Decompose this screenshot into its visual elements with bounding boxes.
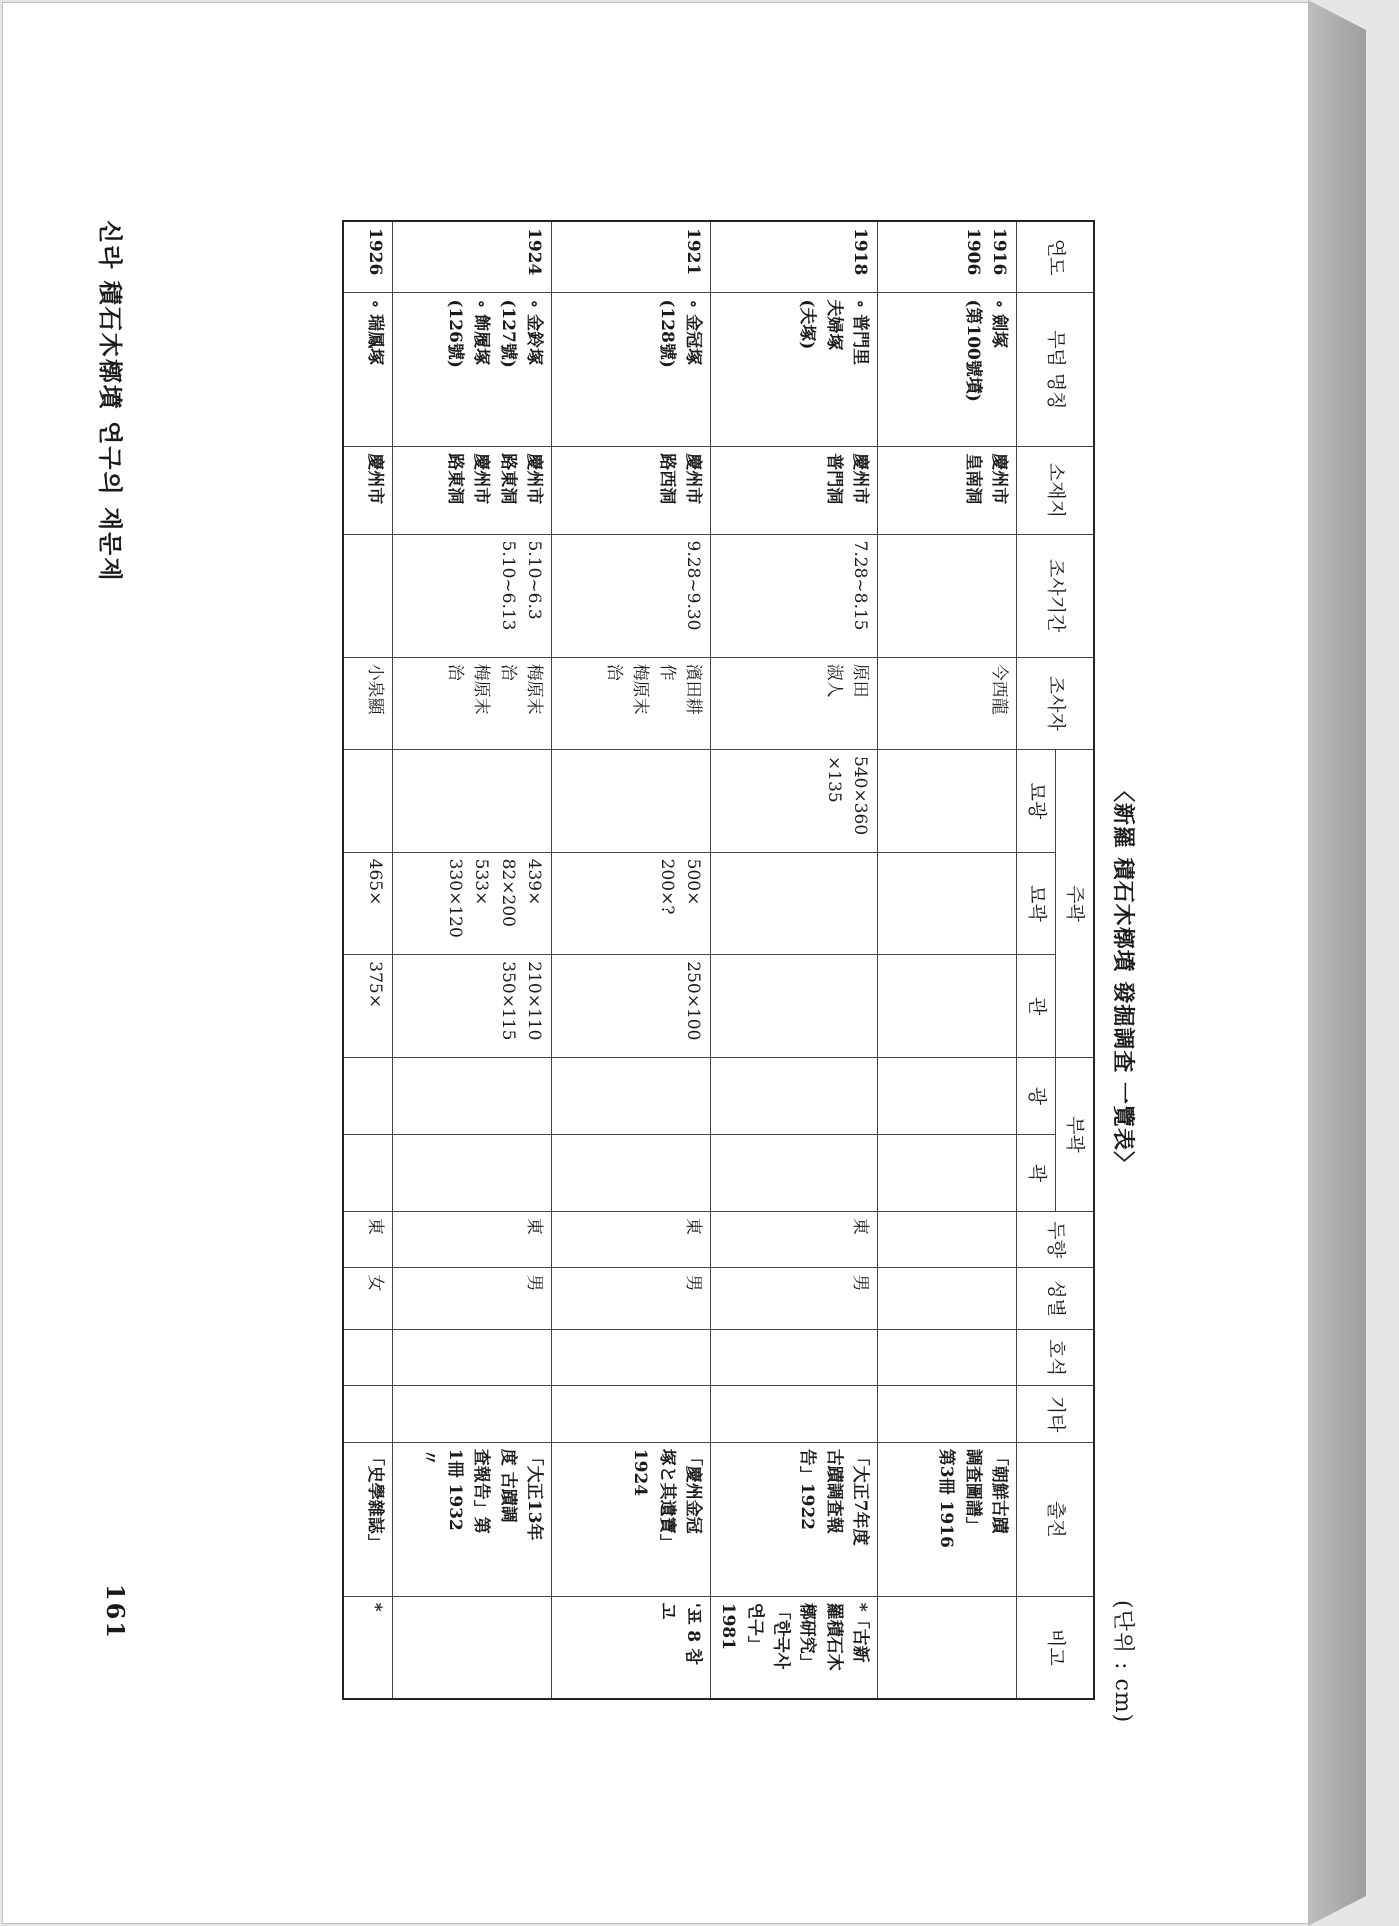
cell-tomb-name: [878, 293, 1017, 447]
excavation-table: [342, 220, 1095, 1700]
cell-orientation-line: 東: [683, 1217, 704, 1235]
cell-source: [552, 1442, 711, 1596]
cell-source: [393, 1442, 552, 1596]
cell-mogwak: [552, 852, 711, 955]
header-location: 소재지: [1017, 447, 1094, 534]
cell-escort: [343, 1329, 393, 1385]
cell-source: [343, 1442, 393, 1596]
cell-orientation: [343, 1211, 393, 1267]
header-gwan: 관: [1017, 955, 1055, 1058]
cell-mogwak-line: 330×120: [445, 858, 466, 938]
cell-source-line: 〃: [418, 1448, 439, 1466]
cell-remarks-line: 연구」: [744, 1602, 765, 1653]
cell-source-line: 査報告」第: [471, 1448, 492, 1534]
cell-location-line: 慶州市: [365, 453, 386, 505]
cell-period-line: 5.10~6.13: [497, 540, 518, 631]
cell-mogwak-line: 500×: [683, 858, 704, 906]
cell-mogwang: [393, 750, 552, 853]
cell-gwan: [878, 955, 1017, 1058]
cell-remarks: [552, 1596, 711, 1699]
cell-mogwang: [711, 750, 878, 853]
cell-tomb-name-line: (127號): [497, 299, 518, 368]
cell-mogwak: [711, 852, 878, 955]
cell-other: [878, 1386, 1017, 1442]
cell-period: [552, 534, 711, 657]
cell-remarks-line: 고: [656, 1602, 677, 1620]
cell-location-line: 普門洞: [823, 453, 844, 505]
cell-tomb-name-line: (128號): [656, 299, 677, 368]
cell-investigator-line: 治: [497, 663, 518, 681]
cell-tomb-name: [343, 293, 393, 447]
cell-mogwak-line: 200×?: [656, 858, 677, 915]
cell-bu-gwak: [552, 1134, 711, 1211]
cell-escort: [878, 1329, 1017, 1385]
cell-investigator-line: 梅原末: [630, 663, 651, 715]
cell-tomb-name-line: ∘ 金冠塚: [683, 299, 704, 366]
cell-tomb-name: [711, 293, 878, 447]
cell-investigator: [393, 657, 552, 749]
cell-mogwak-line: 82×200: [497, 858, 518, 927]
header-main-chamber: 주곽: [1055, 750, 1094, 1058]
table-row: [393, 221, 552, 1699]
cell-tomb-name-line: (第100號墳): [962, 299, 983, 402]
cell-orientation: [878, 1211, 1017, 1267]
header-other: 기타: [1017, 1386, 1094, 1442]
cell-source-line: 古蹟調査報: [823, 1448, 844, 1534]
cell-other: [393, 1386, 552, 1442]
cell-investigator-line: 濱田耕: [683, 663, 704, 715]
cell-mogwang: [343, 750, 393, 853]
cell-year: [711, 221, 878, 293]
cell-investigator-line: 淑人: [823, 663, 844, 698]
cell-mogwak: [343, 852, 393, 955]
cell-bu-gwang: [552, 1057, 711, 1134]
cell-mogwak-line: 465×: [365, 858, 386, 906]
cell-investigator: [711, 657, 878, 749]
cell-source-line: 「大正7年度: [850, 1448, 871, 1546]
cell-year-line: 1916: [989, 228, 1010, 276]
cell-source-line: 「大正13年: [524, 1448, 545, 1541]
table-row: [343, 221, 393, 1699]
cell-location-line: 路東洞: [497, 453, 518, 505]
cell-other: [711, 1386, 878, 1442]
cell-remarks-line: 1981: [718, 1602, 739, 1651]
cell-remarks-line: *「古新: [850, 1602, 871, 1663]
cell-bu-gwang: [711, 1057, 878, 1134]
header-period: 조사기간: [1017, 534, 1094, 657]
cell-gender: [343, 1268, 393, 1330]
cell-investigator-line: 作: [656, 663, 677, 681]
cell-year: [393, 221, 552, 293]
cell-orientation-line: 東: [524, 1217, 545, 1235]
cell-location-line: 慶州市: [683, 453, 704, 505]
cell-year-line: 1906: [962, 228, 983, 276]
cell-mogwak-line: 439×: [524, 858, 545, 906]
cell-gwan-line: 210×110: [524, 961, 545, 1041]
cell-gender: [393, 1268, 552, 1330]
cell-escort: [552, 1329, 711, 1385]
cell-remarks: [393, 1596, 552, 1699]
cell-bu-gwak: [711, 1134, 878, 1211]
cell-other: [343, 1386, 393, 1442]
cell-location-line: 慶州市: [471, 453, 492, 505]
cell-investigator-line: 今西龍: [989, 663, 1010, 715]
cell-source-line: 1924: [630, 1448, 651, 1497]
cell-mogwang-line: 540×360: [850, 756, 871, 836]
cell-bu-gwang: [343, 1057, 393, 1134]
cell-period-line: 9.28~9.30: [683, 540, 704, 631]
cell-remarks-line: 羅積石木: [823, 1602, 844, 1671]
cell-investigator-line: 梅原末: [524, 663, 545, 715]
cell-gwan-line: 375×: [365, 961, 386, 1008]
header-mogwang: 묘광: [1017, 750, 1055, 853]
cell-source-line: 1冊 1932: [445, 1448, 466, 1531]
cell-year-line: 1918: [850, 228, 871, 276]
cell-other: [552, 1386, 711, 1442]
cell-remarks: [711, 1596, 878, 1699]
cell-gender: [711, 1268, 878, 1330]
cell-year: [552, 221, 711, 293]
cell-period: [343, 534, 393, 657]
page-number: 161: [101, 1583, 130, 1640]
cell-investigator: [878, 657, 1017, 749]
header-bu-gwak: 곽: [1017, 1134, 1055, 1211]
cell-year-line: 1926: [365, 228, 386, 276]
cell-orientation: [393, 1211, 552, 1267]
cell-year-line: 1921: [683, 228, 704, 276]
cell-gwan: [393, 955, 552, 1058]
cell-orientation: [711, 1211, 878, 1267]
cell-source-line: 塚と其遺寶」: [656, 1448, 677, 1551]
cell-remarks-line: '표 8 참: [683, 1602, 704, 1665]
cell-tomb-name-line: ∘ 普門里: [850, 299, 871, 366]
header-source: 출전: [1017, 1442, 1094, 1596]
unit-label: (단위 : cm): [1110, 1600, 1135, 1724]
cell-mogwang-line: ×135: [823, 756, 844, 803]
cell-remarks: [878, 1596, 1017, 1699]
cell-tomb-name: [393, 293, 552, 447]
cell-investigator-line: 梅原末: [471, 663, 492, 715]
header-investigator: 조사자: [1017, 657, 1094, 749]
cell-location: [878, 447, 1017, 534]
cell-location: [552, 447, 711, 534]
table-body: [343, 221, 1017, 1699]
header-bu-gwang: 광: [1017, 1057, 1055, 1134]
cell-mogwang: [878, 750, 1017, 853]
cell-gwan-line: 250×100: [683, 961, 704, 1041]
cell-source: [711, 1442, 878, 1596]
cell-investigator-line: 治: [604, 663, 625, 681]
cell-source-line: 「慶州金冠: [683, 1448, 704, 1534]
header-mogwak: 묘곽: [1017, 852, 1055, 955]
cell-location-line: 路西洞: [656, 453, 677, 505]
cell-year: [878, 221, 1017, 293]
cell-orientation-line: 東: [850, 1217, 871, 1235]
cell-period-line: 7.28~8.15: [850, 540, 871, 631]
cell-mogwang: [552, 750, 711, 853]
cell-bu-gwak: [393, 1134, 552, 1211]
cell-bu-gwang: [393, 1057, 552, 1134]
cell-year: [343, 221, 393, 293]
table-row: [878, 221, 1017, 1699]
header-tomb-name: 무덤 명칭: [1017, 293, 1094, 447]
cell-tomb-name-line: (夫塚): [797, 299, 818, 350]
table-row: [711, 221, 878, 1699]
cell-source-line: 調査圖譜」: [962, 1448, 983, 1534]
cell-location-line: 慶州市: [989, 453, 1010, 505]
cell-gender-line: 男: [524, 1274, 545, 1292]
footer-title: 신라 積石木槨墳 연구의 재문제: [96, 220, 125, 583]
cell-gwan: [711, 955, 878, 1058]
cell-tomb-name-line: ∘ 金鈴塚: [524, 299, 545, 366]
cell-source-line: 第3冊 1916: [936, 1448, 957, 1548]
cell-period: [878, 534, 1017, 657]
cell-source-line: 「朝鮮古蹟: [989, 1448, 1010, 1534]
cell-investigator-line: 治: [445, 663, 466, 681]
page-footer: [95, 220, 130, 1700]
cell-tomb-name-line: (126號): [445, 299, 466, 368]
cell-tomb-name-line: 夫婦塚: [823, 299, 844, 351]
cell-remarks-line: *: [365, 1602, 386, 1612]
cell-source-line: 「史學雜誌」: [365, 1448, 386, 1551]
cell-period: [711, 534, 878, 657]
cell-bu-gwak: [343, 1134, 393, 1211]
cell-location: [343, 447, 393, 534]
cell-tomb-name: [552, 293, 711, 447]
cell-tomb-name-line: ∘ 瑞鳳塚: [365, 299, 386, 366]
cell-orientation-line: 東: [365, 1217, 386, 1235]
cell-gwan-line: 350×115: [497, 961, 518, 1041]
cell-period-line: 5.10~6.3: [524, 540, 545, 620]
header-gender: 성별: [1017, 1268, 1094, 1330]
cell-remarks-line: 槨研究」: [797, 1602, 818, 1671]
cell-location: [393, 447, 552, 534]
cell-mogwak: [393, 852, 552, 955]
cell-gwan: [343, 955, 393, 1058]
cell-source: [878, 1442, 1017, 1596]
cell-escort: [393, 1329, 552, 1385]
cell-mogwak: [878, 852, 1017, 955]
cell-remarks: [343, 1596, 393, 1699]
cell-investigator-line: 原田: [850, 663, 871, 698]
table-caption: 〈新羅 積石木槨墳 發掘調査 一覽表〉: [1110, 780, 1136, 1174]
cell-orientation: [552, 1211, 711, 1267]
rotated-page-content: [96, 220, 1140, 1760]
cell-bu-gwang: [878, 1057, 1017, 1134]
cell-mogwak-line: 533×: [471, 858, 492, 906]
cell-tomb-name-line: ∘ 飾履塚: [471, 299, 492, 366]
cell-escort: [711, 1329, 878, 1385]
cell-period: [393, 534, 552, 657]
header-sub-chamber: 부곽: [1055, 1057, 1094, 1211]
cell-source-line: 度 古蹟調: [497, 1448, 518, 1523]
cell-location: [711, 447, 878, 534]
cell-remarks-line: 「한국사: [771, 1602, 792, 1670]
cell-gender-line: 男: [850, 1274, 871, 1292]
header-escort: 호석: [1017, 1329, 1094, 1385]
cell-investigator: [343, 657, 393, 749]
header-row-1: [1055, 221, 1094, 1699]
book-edge: [1308, 0, 1366, 1926]
cell-gender: [552, 1268, 711, 1330]
cell-location-line: 慶州市: [524, 453, 545, 505]
cell-location-line: 路東洞: [445, 453, 466, 505]
cell-investigator: [552, 657, 711, 749]
cell-gender-line: 男: [683, 1274, 704, 1292]
cell-source-line: 告」1922: [797, 1448, 818, 1531]
cell-year-line: 1924: [524, 228, 545, 276]
cell-gender-line: 女: [365, 1274, 386, 1292]
cell-tomb-name-line: ∘ 劍塚: [989, 299, 1010, 349]
header-year: 연도: [1017, 221, 1094, 293]
cell-bu-gwak: [878, 1134, 1017, 1211]
cell-gender: [878, 1268, 1017, 1330]
cell-investigator-line: 小泉顯: [365, 663, 386, 715]
table-row: [552, 221, 711, 1699]
cell-gwan: [552, 955, 711, 1058]
cell-location-line: 慶州市: [850, 453, 871, 505]
header-remarks: 비고: [1017, 1596, 1094, 1699]
cell-location-line: 皇南洞: [962, 453, 983, 505]
header-orientation: 두향: [1017, 1211, 1094, 1267]
